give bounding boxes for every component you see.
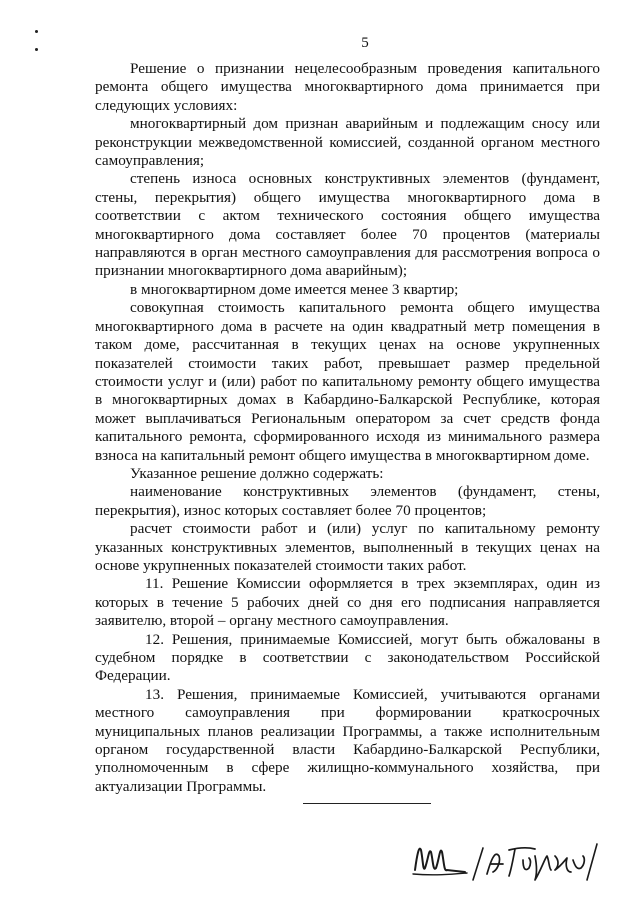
paragraph-item-11: 11. Решение Комиссии оформляется в трех экземплярах, один из которых в течение 5 рабочих дней со дня его подписания направляется заявителю, второй – органу местного самоуправления. (95, 575, 600, 630)
paragraph-conditions-intro: Решение о признании нецелесообразным проведения капитального ремонта общего имущества многоквартирного дома принимается при следующих условиях: (95, 60, 600, 114)
page-number: 5 (361, 35, 369, 51)
handwritten-signature (405, 830, 605, 885)
paragraph-item-12: 12. Решения, принимаемые Комиссией, могут быть обжалованы в судебном порядке в соответствии с законодательством Российской Федерации. (95, 630, 600, 685)
paragraph-item-13: 13. Решения, принимаемые Комиссией, учитываются органами местного самоуправления при формировании краткосрочных муниципальных планов реализации Программы, а также исполнительным органом государственной власти Кабардино-Балкарской Республики, уполномоченным в сфере жилищно-коммунального хозяйства, при актуализации Программы. (95, 685, 600, 795)
paragraph-cost-calculation: расчет стоимости работ и (или) услуг по капитальному ремонту указанных конструктивных элементов, выполненный в текущих ценах на основе укрупненных показателей стоимости таких работ. (95, 520, 600, 574)
paragraph-condition-cost: совокупная стоимость капитального ремонта общего имущества многоквартирного дома в расчете на один квадратный метр помещения в таком доме, рассчитанная в текущих ценах на основе укрупненных показателей стоимости таких работ, превышает размер предельной стоимости услуг и (или) работ по капитальному ремонту общего имущества в многоквартирных домах в Кабардино-Балкарской Республике, которая может выплачиваться Региональным оператором за счет средств фонда капитального ремонта, сформированного исходя из минимального размера взноса на капитальный ремонт общего имущества в многоквартирном доме. (95, 299, 600, 464)
document-body (95, 60, 600, 796)
closing-rule (303, 803, 431, 804)
paragraph-condition-emergency: многоквартирный дом признан аварийным и подлежащим сносу или реконструкции межведомственной комиссией, созданной органом местного самоуправления; (95, 115, 600, 170)
paragraph-condition-wear: степень износа основных конструктивных элементов (фундамент, стены, перекрытия) общего имущества многоквартирного дома в соответствии с актом технического состояния общего имущества многоквартирного дома составляет более 70 процентов (материалы направляются в орган местного самоуправления для рассмотрения вопроса о признании многоквартирного дома аварийным); (95, 170, 600, 280)
scan-artifact-dot (35, 30, 38, 33)
scan-artifact-dot (35, 48, 38, 51)
paragraph-decision-contents: Указанное решение должно содержать: (130, 464, 384, 482)
paragraph-condition-apartments: в многоквартирном доме имеется менее 3 квартир; (130, 280, 459, 298)
paragraph-elements-name: наименование конструктивных элементов (фундамент, стены, перекрытия), износ которых составляет более 70 процентов; (95, 483, 600, 519)
